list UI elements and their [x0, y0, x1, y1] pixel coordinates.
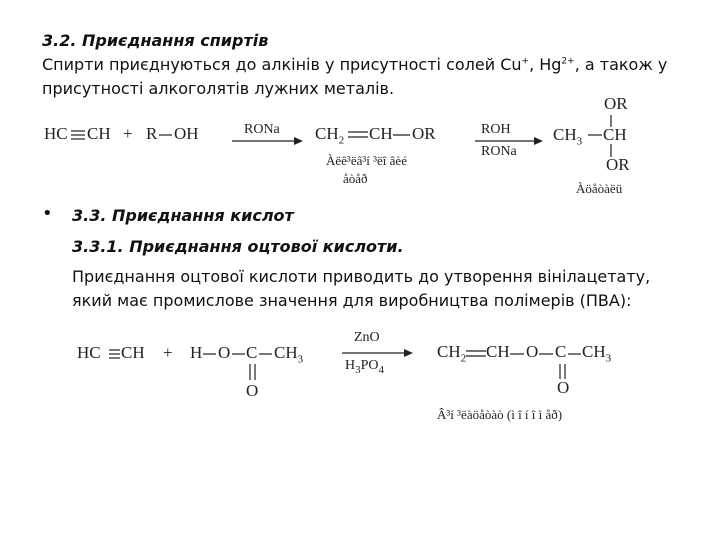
- bullet-point: •: [42, 203, 53, 224]
- h3po4-sub-3: 3: [355, 363, 361, 376]
- product-ch3-2: [582, 342, 612, 365]
- catalyst-rona-1: RONa: [244, 122, 280, 137]
- plus-sign-2: +: [163, 343, 173, 362]
- double-bond-c-o-2: [560, 364, 565, 379]
- p-ch2-subscript: 2: [460, 352, 467, 365]
- hg-charge: 2+: [561, 56, 575, 67]
- acid-ch3: [274, 343, 304, 366]
- product-1-label-line1: Àëê³ëâ³í ³ëî âèé: [326, 153, 407, 168]
- product-3-label: Â³í ³ëàöåòàò (ì î í î ì åð): [437, 407, 563, 422]
- acid-ch3-text: CH: [274, 343, 298, 362]
- acetal-or-top: OR: [604, 94, 628, 113]
- reagent-roh: ROH: [481, 122, 511, 137]
- p-ch2-text: CH: [437, 342, 461, 361]
- h3po4-po: PO: [360, 358, 379, 373]
- triple-bond-2: [109, 350, 120, 358]
- p-ch3-subscript: 3: [605, 352, 612, 365]
- subheading-3-3-1: 3.3.1. Приєднання оцтової кислоти.: [72, 237, 404, 256]
- line1-part-c: , а також у: [574, 55, 668, 74]
- cu-charge: +: [521, 56, 530, 67]
- product-ch-2: CH: [486, 342, 510, 361]
- reactant-r: R: [146, 124, 158, 143]
- product-ch2-2: [437, 342, 467, 365]
- section-heading-3-3: 3.3. Приєднання кислот: [72, 206, 294, 225]
- acid-h: H: [190, 343, 203, 362]
- reactant-ch-2: CH: [121, 343, 145, 362]
- reactant-hc: HC: [44, 124, 68, 143]
- double-bond-c-o: [250, 364, 255, 380]
- acid-o: O: [218, 343, 231, 362]
- section-3-3-text-line2: який має промислове значення для виробництва полімерів (ПВА):: [72, 291, 632, 310]
- catalyst-zno: ZnO: [354, 330, 380, 345]
- reactant-ch: CH: [87, 124, 111, 143]
- h3po4-h: H: [345, 358, 356, 373]
- product-or: OR: [412, 124, 436, 143]
- ch3-subscript: 3: [576, 135, 583, 148]
- acid-c: C: [246, 343, 258, 362]
- product-o-double: O: [557, 378, 570, 397]
- acetal-ch: CH: [603, 125, 627, 144]
- p-ch3-text: CH: [582, 342, 606, 361]
- product-1-label-line2: åòåð: [343, 171, 368, 186]
- acid-ch3-subscript: 3: [297, 353, 304, 366]
- reaction-arrow-3: [342, 349, 413, 357]
- line1-part-a: Спирти приєднуються до алкінів у присутності солей Cu: [42, 55, 522, 74]
- ch2-subscript: 2: [338, 134, 345, 147]
- product-ch: CH: [369, 124, 393, 143]
- acetal-or-bottom: OR: [606, 155, 630, 174]
- h3po4-sub-4: 4: [378, 363, 385, 376]
- product-2-label: Àöåòàëü: [576, 181, 623, 196]
- reactant-hc-2: HC: [77, 343, 101, 362]
- section-3-3-text-line1: Приєднання оцтової кислоти приводить до утворення вінілацетату,: [72, 267, 651, 286]
- plus-sign-1: +: [123, 124, 133, 143]
- product-c: C: [555, 342, 567, 361]
- catalyst-rona-2: RONa: [481, 144, 517, 159]
- line1-part-b: , Hg: [529, 55, 562, 74]
- section-heading-3-2: 3.2. Приєднання спиртів: [42, 31, 269, 50]
- reactant-oh: OH: [174, 124, 199, 143]
- section-3-2-text-line2: присутності алкоголятів лужних металів.: [42, 79, 395, 98]
- catalyst-h3po4: [345, 358, 384, 374]
- ch2-text: CH: [315, 124, 339, 143]
- product-o: O: [526, 342, 539, 361]
- double-bond-vinyl: [466, 351, 486, 356]
- ch3-text: CH: [553, 125, 577, 144]
- acid-o-double: O: [246, 381, 259, 400]
